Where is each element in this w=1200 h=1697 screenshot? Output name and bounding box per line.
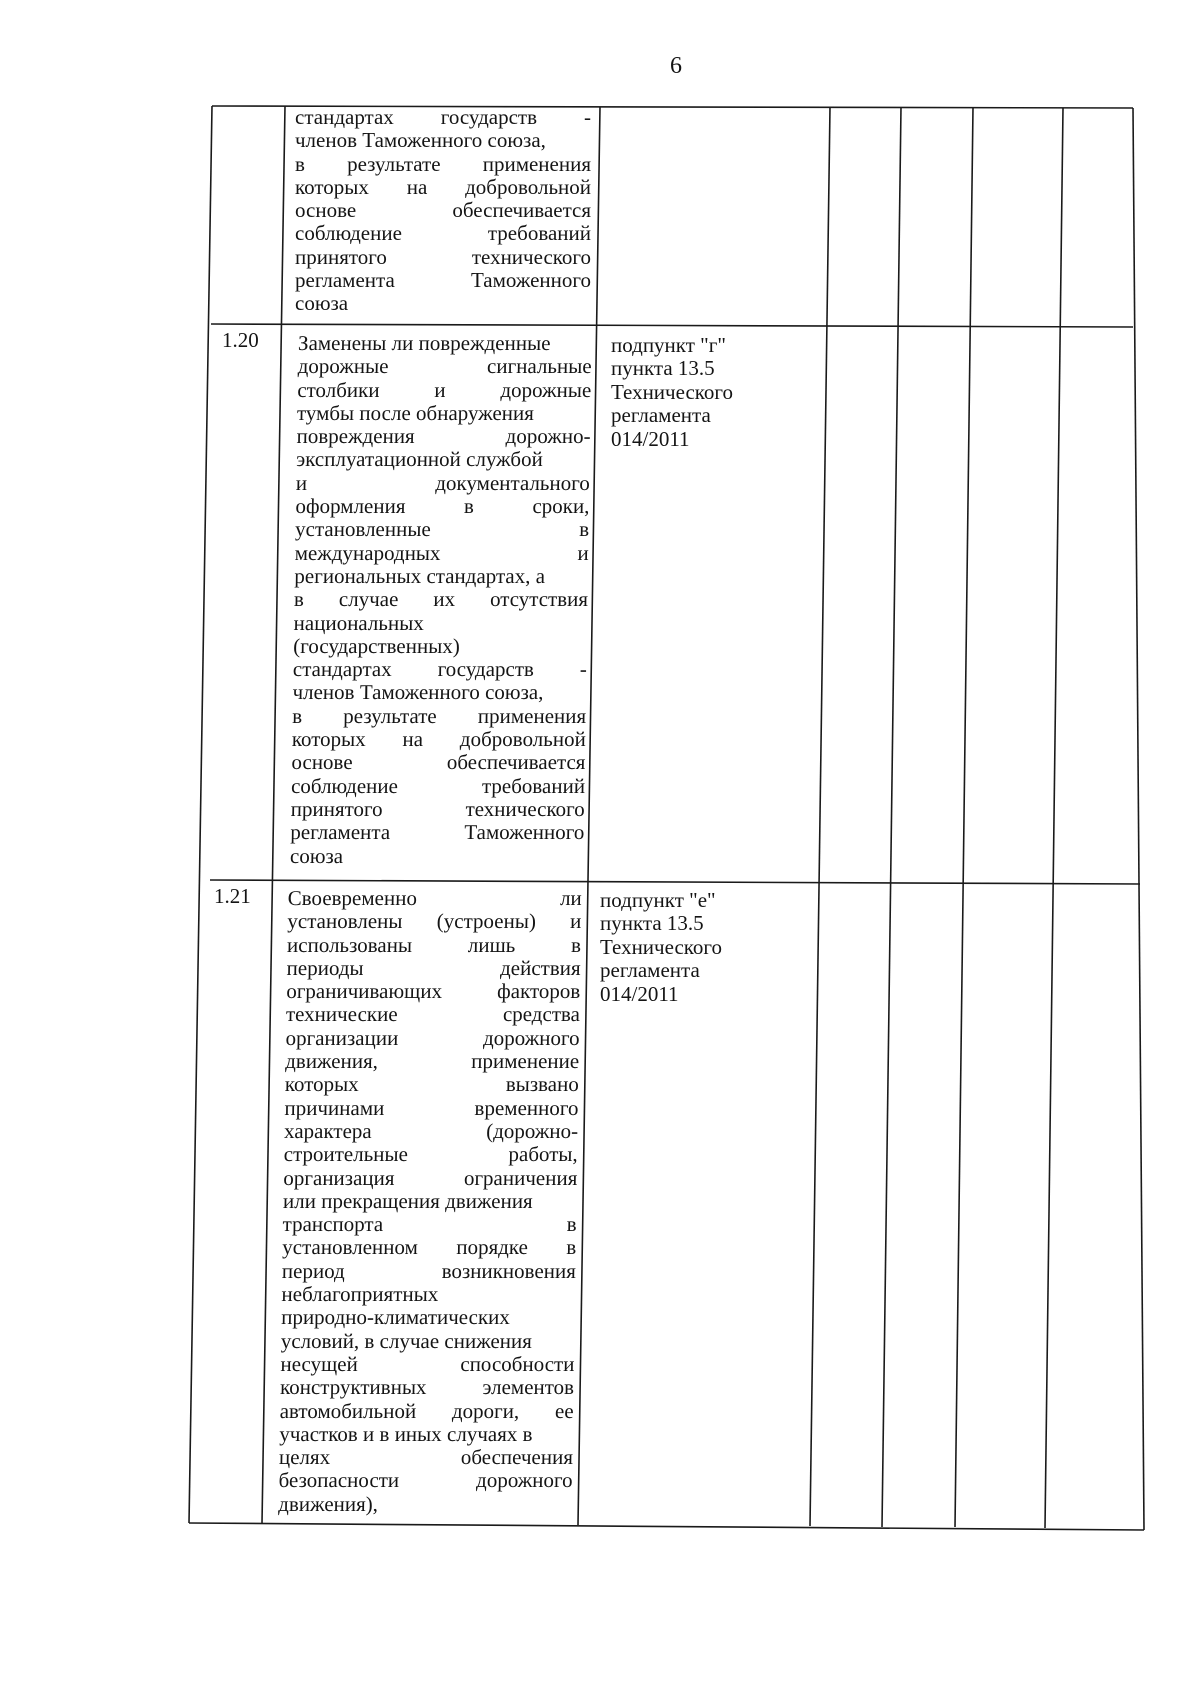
table-row-1-21-reference [600,889,722,1006]
question-line [295,222,591,245]
question-word: (дорожно- [486,1118,579,1143]
question-line [295,292,591,315]
question-line [292,728,586,751]
question-line [295,542,589,565]
question-word: в [295,151,305,176]
question-word: применения [482,151,591,176]
question-line [297,355,591,378]
question-line [285,1027,579,1050]
question-line [293,635,587,658]
table-row-1-question [295,106,591,316]
question-word: дорожные [500,377,592,402]
question-line [294,588,588,611]
question-word: дорожно- [505,424,591,449]
question-word: автомобильной [279,1398,417,1423]
page-number: 6 [670,53,682,79]
question-word: требований [481,773,586,798]
question-line [288,887,582,910]
question-line [295,153,591,176]
question-line [278,1469,572,1492]
question-line [285,1073,579,1096]
question-line [278,1493,572,1516]
question-word: и [577,540,589,565]
question-word: Таможенного [470,268,591,293]
question-word: - [579,657,588,682]
question-word: случае [338,587,399,612]
question-word: природно-климатических [280,1305,511,1330]
question-line [281,1306,575,1329]
question-line [286,957,580,980]
question-line [295,518,589,541]
question-word: в [566,1212,577,1237]
question-word: лишь [467,932,516,957]
question-word: безопасности [278,1468,400,1493]
question-line [296,448,590,471]
question-word: дороги, [451,1398,520,1423]
question-line [296,425,590,448]
question-word: членов Таможенного союза, [292,680,544,705]
question-word: дорожные [297,354,389,379]
question-word: столбики [297,377,380,402]
question-line [294,565,588,588]
question-word: сигнальные [486,354,592,379]
question-word: установленные [294,517,431,542]
question-word: и [434,377,446,402]
question-word: основе [295,198,357,223]
question-word: ограничения [463,1165,578,1190]
question-word: факторов [496,979,581,1004]
question-word: строительные [283,1142,409,1167]
question-word: принятого [295,244,387,269]
question-word: применение [471,1049,580,1074]
question-word: основе [291,750,353,775]
question-word: обеспечивается [446,750,586,775]
question-word: периоды [286,955,364,980]
question-word: (устроены) [436,909,537,934]
question-word: в [293,587,305,612]
question-word: организации [285,1025,399,1050]
question-line [282,1260,576,1283]
question-word: требований [487,221,591,246]
question-word: движения, [285,1049,379,1074]
question-word: ее [554,1398,574,1423]
question-line [283,1190,577,1213]
table-row-1-20-reference [611,334,733,451]
question-word: возникновения [441,1258,577,1283]
question-word: на [402,727,424,752]
question-word: неблагоприятных [281,1282,439,1307]
row-number-1-21: 1.21 [214,884,251,908]
question-word: государств [440,105,538,129]
question-line [295,269,591,292]
question-word: технические [285,1002,398,1027]
question-line [284,1120,578,1143]
question-line [295,246,591,269]
question-word: движения), [278,1491,379,1516]
question-word: международных [294,540,441,565]
question-line [284,1097,578,1120]
question-word: - [584,105,591,129]
question-line [297,379,591,402]
question-word: условий, в случае снижения [280,1328,533,1353]
question-word: в [463,494,475,519]
question-line [287,910,581,933]
question-word: в [291,703,303,728]
question-line [290,845,584,868]
question-line [293,612,587,635]
question-line [285,1050,579,1073]
question-word: работы, [508,1142,578,1167]
question-word: ограничивающих [286,979,443,1004]
question-line [295,495,589,518]
question-word: национальных [293,610,425,635]
row-number-1-20: 1.20 [222,328,259,352]
question-word: обеспечивается [452,198,591,223]
question-word: членов Таможенного союза, [295,128,546,153]
question-word: стандартах [295,105,394,129]
question-word: Таможенного [464,820,585,845]
question-line [280,1376,574,1399]
question-line [279,1446,573,1469]
question-line [280,1400,574,1423]
question-word: использованы [286,932,413,957]
reference-line: Технического [600,934,723,959]
question-line [295,106,591,129]
question-word: технического [471,244,591,269]
question-word: которых [284,1072,359,1097]
question-line [298,332,592,355]
question-word: ли [559,886,582,910]
question-word: период [281,1258,345,1283]
question-word: эксплуатационной службой [296,447,544,472]
question-word: организация [283,1165,395,1190]
question-word: регламента [295,268,395,293]
question-word: сроки, [532,494,590,519]
question-line [295,199,591,222]
question-word: в [566,1235,577,1260]
question-word: временного [474,1095,579,1120]
reference-line: регламента [600,958,700,983]
question-line [290,821,584,844]
question-word: технического [465,796,585,821]
question-word: тумбы после обнаружения [296,400,535,425]
question-word: Своевременно [287,886,418,910]
question-word: конструктивных [279,1375,427,1400]
question-line [279,1423,573,1446]
question-word: несущей [280,1351,358,1376]
question-word: применения [477,703,587,728]
question-word: принятого [290,796,383,821]
question-word: действия [499,955,581,980]
question-word: соблюдение [290,773,399,798]
question-word: результате [347,151,441,176]
question-line [296,472,590,495]
question-word: или прекращения движения [282,1188,533,1213]
question-word: установлены [287,909,403,934]
question-word: государств [437,657,535,682]
question-word: в [578,517,590,542]
question-line [292,681,586,704]
question-word: участков и в иных случаях в [279,1421,533,1446]
question-line [292,705,586,728]
question-word: и [569,909,582,934]
question-word: региональных стандартах, а [294,563,546,588]
question-word: повреждения [296,424,415,449]
question-word: на [406,174,428,199]
question-line [282,1236,576,1259]
question-word: способности [460,1351,575,1376]
question-word: в [570,932,582,957]
reference-line: пункта 13.5 [600,911,704,936]
reference-line: регламента [611,403,711,428]
question-word: транспорта [282,1212,384,1237]
question-word: и [295,470,308,495]
question-line [284,1143,578,1166]
question-word: отсутствия [489,587,589,612]
question-word: добровольной [459,727,587,752]
question-word: порядке [456,1235,529,1260]
question-word: оформления [295,494,406,519]
reference-line: 014/2011 [611,426,690,451]
question-word: соблюдение [295,221,402,246]
question-line [295,176,591,199]
question-word: союза [295,291,349,316]
question-word: их [433,587,456,612]
question-line [280,1353,574,1376]
question-word: характера [283,1118,372,1143]
question-line [291,751,585,774]
question-line [291,798,585,821]
question-word: стандартах [292,657,392,682]
question-word: Заменены ли поврежденные [297,331,551,355]
question-word: результате [343,703,437,728]
question-word: (государственных) [293,633,460,658]
question-line [286,980,580,1003]
question-line [286,1003,580,1026]
question-line [281,1330,575,1353]
question-word: документального [435,470,591,495]
question-word: обеспечения [460,1445,574,1470]
question-line [287,934,581,957]
reference-line: подпункт "е" [600,888,716,912]
question-line [283,1167,577,1190]
question-word: добровольной [465,174,591,199]
question-line [281,1283,575,1306]
question-word: причинами [284,1095,385,1120]
table-row-1-21-question [278,887,582,1516]
question-word: элементов [482,1375,575,1400]
question-word: целях [278,1445,331,1470]
question-line [297,402,591,425]
question-word: установленном [282,1235,419,1260]
question-word: союза [289,843,344,868]
question-word: дорожного [482,1025,580,1050]
reference-line: подпункт "г" [611,333,726,357]
question-word: которых [295,174,369,199]
question-word: регламента [290,820,391,845]
question-line [293,658,587,681]
table-row-1-20-question [290,332,592,868]
reference-line: пункта 13.5 [611,356,715,381]
question-line [291,775,585,798]
question-word: вызвано [505,1072,580,1097]
question-line [295,129,591,152]
reference-line: Технического [611,379,734,404]
reference-line: 014/2011 [600,981,679,1006]
question-word: дорожного [475,1468,573,1493]
question-word: которых [291,727,366,752]
question-line [282,1213,576,1236]
question-word: средства [502,1002,581,1027]
